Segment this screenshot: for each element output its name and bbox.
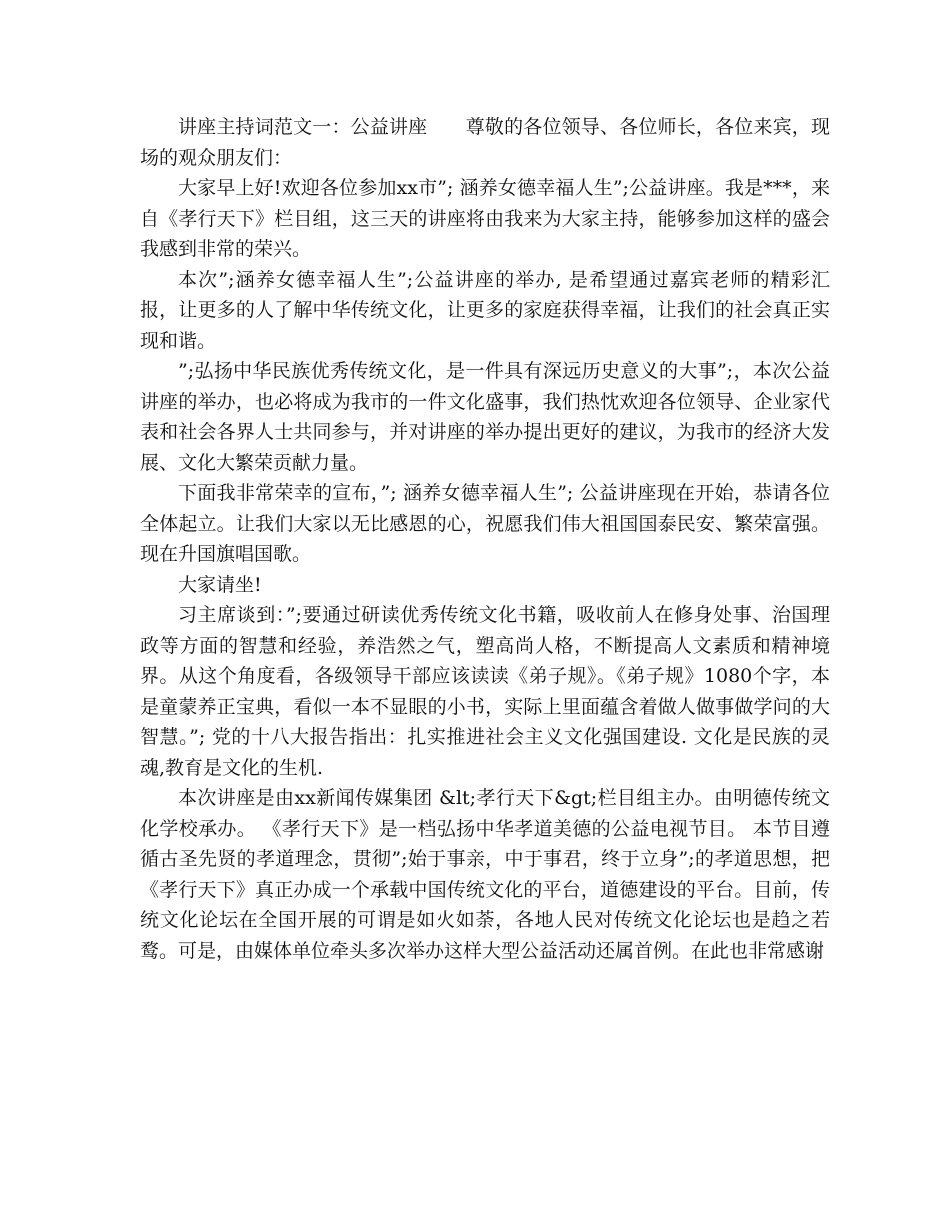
paragraph-announcement: 下面我非常荣幸的宣布，”; 涵养女德幸福人生”; 公益讲座现在开始，恭请各位全体起立。让我们大家以无比感恩的心，祝愿我们伟大祖国国泰民安、繁荣富强。现在升国旗唱国歌。: [140, 482, 830, 565]
paragraph-be-seated: 大家请坐!: [178, 573, 262, 596]
paragraph-intro: 讲座主持词范文一：公益讲座 尊敬的各位领导、各位师长，各位来宾，现场的观众朋友们：: [140, 116, 830, 169]
paragraph-organizers: 本次讲座是由xx新闻传媒集团 &lt;孝行天下&gt;栏目组主办。由明德传统文化学校承办。 《孝行天下》是一档弘扬中华孝道美德的公益电视节目。 本节目遵循古圣先贤的孝道理念，贯彻”;始于事亲，中于事君，终于立身”;的孝道思想，把《孝行天下》真正办成一个承载中国传统文化的平台，道德建设的平台。目前，传统文化论坛在全国开展的可谓是如火如荼，各地人民对传统文化论坛也是趋之若鹜。可是，由媒体单位牵头多次举办这样大型公益活动还属首例。在此也非常感谢: [140, 787, 830, 962]
paragraph-significance: ”;弘扬中华民族优秀传统文化，是一件具有深远历史意义的大事”;，本次公益讲座的举办，也必将成为我市的一件文化盛事，我们热忱欢迎各位领导、企业家代表和社会各界人士共同参与，并对讲座的举办提出更好的建议，为我市的经济大发展、文化大繁荣贡献力量。: [140, 360, 830, 474]
paragraph-greeting: 大家早上好!欢迎各位参加xx市”; 涵养女德幸福人生”;公益讲座。我是***，来自《孝行天下》栏目组，这三天的讲座将由我来为大家主持，能够参加这样的盛会我感到非常的荣兴。: [140, 177, 830, 260]
document-page: [140, 112, 830, 966]
paragraph-purpose: 本次”;涵养女德幸福人生”;公益讲座的举办, 是希望通过嘉宾老师的精彩汇报，让更多的人了解中华传统文化，让更多的家庭获得幸福，让我们的社会真正实现和谐。: [140, 268, 830, 352]
paragraph-quote: 习主席谈到：”;要通过研读优秀传统文化书籍，吸收前人在修身处事、治国理政等方面的智慧和经验，养浩然之气，塑高尚人格，不断提高人文素质和精神境界。从这个角度看，各级领导干部应该读读《弟子规》。《弟子规》1080个字，本是童蒙养正宝典，看似一本不显眼的小书，实际上里面蕴含着做人做事做学问的大智慧。”; 党的十八大报告指出：扎实推进社会主义文化强国建设. 文化是民族的灵魂,教育是文化的生机.: [140, 604, 830, 779]
